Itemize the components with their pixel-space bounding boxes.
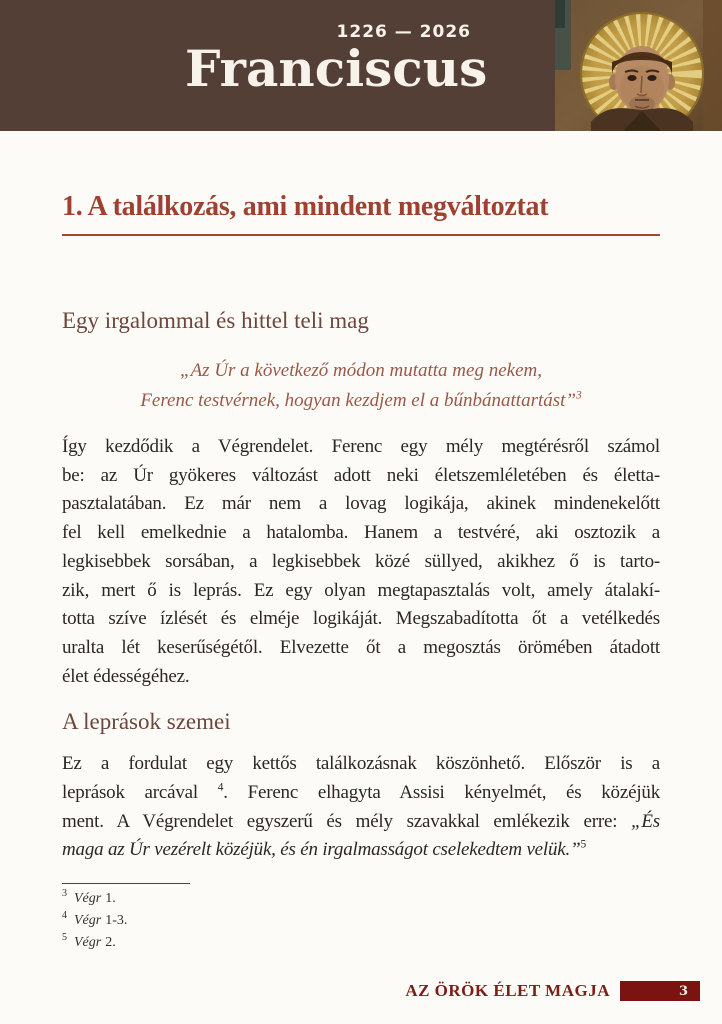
franciscus-logo (185, 22, 488, 98)
footnote-item (62, 888, 660, 910)
paragraph-line: zik, mert ő is leprás. Ez egy olyan megtapasztalás volt, amely átalakí- (62, 579, 660, 601)
footnote-marker: 3 (62, 888, 67, 900)
paragraph-lepers (62, 750, 660, 865)
paragraph-line: fel kell emelkednie a hatalomba. Hanem a testvéré, aki osztozik a (62, 522, 660, 544)
footnote-ref-3: 3 (575, 389, 582, 402)
paragraph-line: ment. A Végrendelet egyszerű és mély szavakkal emlékezik erre: „És (62, 810, 660, 832)
footnote-ref-4: 4 (217, 781, 224, 794)
footnotes (62, 888, 660, 954)
footnote-source: Végr (74, 891, 102, 907)
page-footer (405, 981, 700, 1001)
paragraph-line: Ez a fordulat egy kettős találkozásnak köszönhető. Először is a (62, 753, 660, 775)
section-heading-lepers: A leprások szemei (62, 709, 231, 735)
footnote-detail: 2. (105, 935, 116, 951)
header-band (0, 0, 722, 131)
footnote-marker: 4 (62, 910, 67, 922)
page-number-chip (620, 981, 700, 1001)
footnote-detail: 1-3. (105, 913, 128, 929)
anniversary-years: 1226 — 2026 (336, 22, 471, 42)
footnote-separator-rule (62, 883, 190, 884)
testament-quote (62, 356, 660, 416)
title-underline-rule (62, 234, 660, 236)
footnote-ref-5: 5 (580, 839, 586, 852)
footnote-source: Végr (74, 935, 102, 951)
footnote-item (62, 910, 660, 932)
running-title: AZ ÖRÖK ÉLET MAGJA (405, 981, 610, 1000)
footnote-marker: 5 (62, 932, 67, 944)
franciscus-wordmark: Franciscus (185, 39, 488, 98)
section-heading-seed: Egy irgalommal és hittel teli mag (62, 308, 369, 333)
footnote-source: Végr (74, 913, 102, 929)
article-body (62, 189, 660, 954)
paragraph-conversion (62, 433, 660, 691)
st-francis-portrait-icon (555, 0, 722, 131)
footnote-detail: 1. (105, 891, 116, 907)
paragraph-line: legkisebbek sorsában, a legkisebbek közé süllyed, akikhez ő is tarto- (62, 550, 660, 572)
paragraph-line: pasztalatában. Ez már nem a lovag logikája, akinek mindenekelőtt (62, 493, 660, 515)
paragraph-line: totta szíve ízlését és elméje logikáját. Megszabadította őt a vetélkedés (62, 608, 660, 630)
paragraph-line: be: az Úr gyökeres változást adott neki életszemléletében és életta- (62, 464, 660, 486)
paragraph-line: maga az Úr vezérelt közéjük, és én irgalmasságot cselekedtem velük.”$^5$ (62, 839, 586, 861)
paragraph-line: leprások arcával $^4$. Ferenc elhagyta Assisi kényelmét, és közéjük (62, 781, 660, 804)
paragraph-line: élet édességéhez. (62, 665, 190, 687)
quote-line-2: Ferenc testvérnek, hogyan kezdjem el a bűnbánattartást”$^3$ (140, 389, 582, 411)
quote-line-1: „Az Úr a következő módon mutatta meg nekem, (180, 360, 542, 381)
paragraph-line: Így kezdődik a Végrendelet. Ferenc egy mély megtérésről számol (62, 436, 660, 457)
chapter-title: 1. A találkozás, ami mindent megváltoztat (62, 191, 549, 222)
footnote-item (62, 932, 660, 954)
page-number: 3 (678, 983, 688, 999)
paragraph-line: uralta lét keserűségétől. Elvezette őt a megosztás örömében átadott (62, 636, 660, 658)
